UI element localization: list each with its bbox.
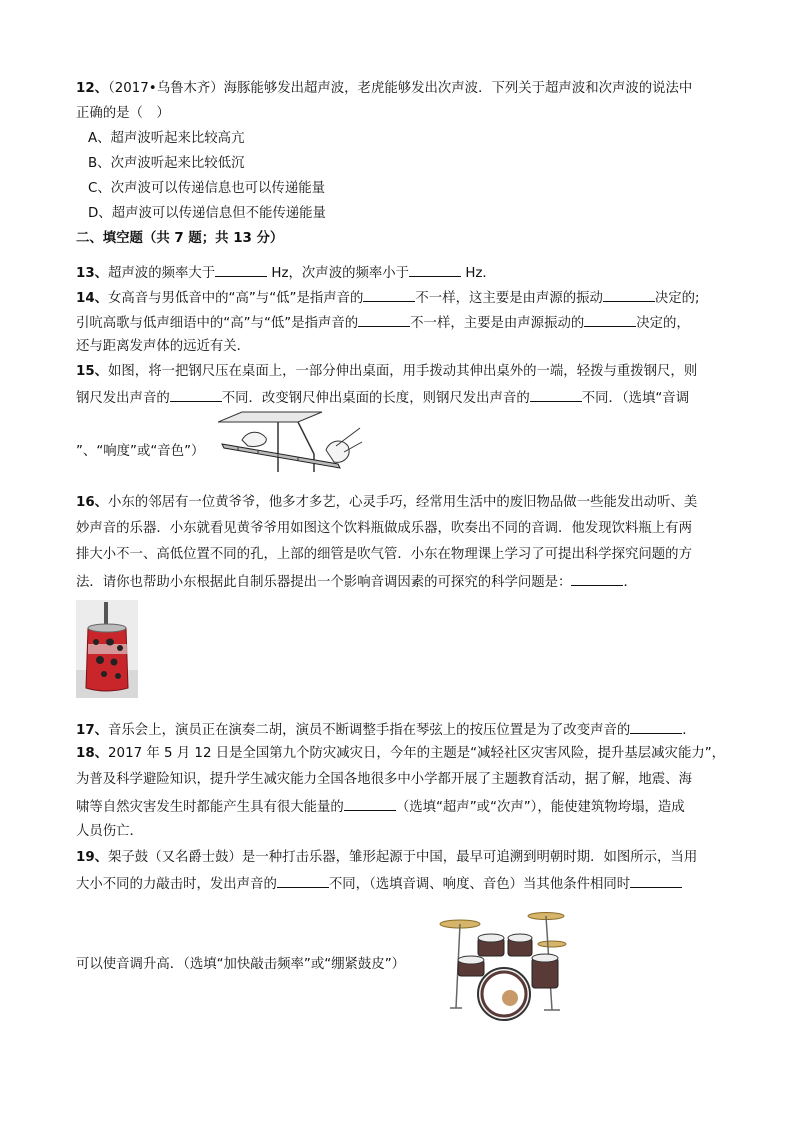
answer-blank[interactable] bbox=[630, 719, 682, 734]
q16-line3: 排大小不一、高低位置不同的孔，上部的细管是吹气管．小东在物理课上学习了可提出科学探究问题的方 bbox=[76, 547, 692, 562]
q14-line2: 引吭高歌与低声细语中的“高”与“低”是指声音的 不一样，主要是由声源振动的 决定的， bbox=[76, 312, 690, 334]
q12-option-d: D、超声波可以传递信息但不能传递能量 bbox=[88, 206, 326, 221]
q19-line3: 可以使音调升高．（选填“加快敲击频率”或“绷紧鼓皮”） bbox=[76, 957, 406, 972]
q17-line: 17、音乐会上，演员正在演奏二胡，演员不断调整手指在琴弦上的按压位置是为了改变声音的 ． bbox=[76, 719, 696, 741]
q14-line1: 14、女高音与男低音中的“高”与“低”是指声音的 不一样，这主要是由声源的振动 决定的; bbox=[76, 287, 700, 309]
answer-blank[interactable] bbox=[630, 873, 682, 888]
q18-line1: 18、2017 年 5 月 12 日是全国第九个防灾减灾日，今年的主题是“减轻社区灾害风险，提升基层减灾能力”， bbox=[76, 746, 726, 761]
q19-line1: 19、架子鼓（又名爵士鼓）是一种打击乐器，雏形起源于中国，最早可追溯到明朝时期．如图所示，当用 bbox=[76, 850, 698, 865]
q12-number: 12、 bbox=[76, 81, 109, 96]
q16-line4: 法．请你也帮助小东根据此自制乐器提出一个影响音调因素的可探究的科学问题是： ． bbox=[76, 571, 637, 593]
q12-line2: 正确的是（ ） bbox=[76, 106, 170, 121]
answer-blank[interactable] bbox=[571, 571, 623, 586]
q18-line3: 啸等自然灾害发生时都能产生具有很大能量的 （选填“超声”或“次声”），能使建筑物垮塌，造成 bbox=[76, 796, 685, 818]
q16-line1: 16、小东的邻居有一位黄爷爷，他多才多艺，心灵手巧，经常用生活中的废旧物品做一些能发出动听、美 bbox=[76, 495, 698, 510]
answer-blank[interactable] bbox=[170, 387, 222, 402]
answer-blank[interactable] bbox=[344, 796, 396, 811]
answer-blank[interactable] bbox=[584, 312, 636, 327]
section-title: 二、填空题（共 7 题；共 13 分） bbox=[76, 231, 284, 246]
q15-line1: 15、如图，将一把钢尺压在桌面上，一部分伸出桌面，用手拨动其伸出桌外的一端，轻拨与重拨钢尺，则 bbox=[76, 364, 698, 379]
q16-line2: 妙声音的乐器．小东就看见黄爷爷用如图这个饮料瓶做成乐器，吹奏出不同的音调．他发现饮料瓶上有两 bbox=[76, 521, 692, 536]
drum-kit-figure bbox=[434, 898, 572, 1026]
q12-option-b: B、次声波听起来比较低沉 bbox=[88, 156, 245, 171]
answer-blank[interactable] bbox=[409, 262, 461, 277]
answer-blank[interactable] bbox=[363, 287, 415, 302]
drink-can-figure bbox=[76, 600, 138, 698]
q18-number: 18、 bbox=[76, 746, 109, 761]
q15-line3: ”、“响度”或“音色”） bbox=[76, 444, 205, 459]
q18-line4: 人员伤亡． bbox=[76, 824, 143, 839]
q18-line2: 为普及科学避险知识，提升学生减灾能力全国各地很多中小学都开展了主题教育活动，据了解，地震、海 bbox=[76, 772, 692, 787]
q12-option-c: C、次声波可以传递信息也可以传递能量 bbox=[88, 181, 325, 196]
q16-number: 16、 bbox=[76, 495, 109, 510]
ruler-table-figure bbox=[218, 410, 364, 476]
q14-number: 14、 bbox=[76, 291, 109, 306]
answer-blank[interactable] bbox=[277, 873, 329, 888]
q17-number: 17、 bbox=[76, 723, 109, 738]
q12-option-a: A、超声波听起来比较高亢 bbox=[88, 131, 245, 146]
q15-number: 15、 bbox=[76, 364, 109, 379]
q12-line1: 12、（2017•乌鲁木齐）海豚能够发出超声波，老虎能够发出次声波．下列关于超声波和次声波的说法中 bbox=[76, 81, 693, 96]
q14-line3: 还与距离发声体的远近有关． bbox=[76, 339, 251, 354]
q19-line2: 大小不同的力敲击时，发出声音的 不同，（选填音调、响度、音色）当其他条件相同时 bbox=[76, 873, 682, 895]
answer-blank[interactable] bbox=[215, 262, 267, 277]
answer-blank[interactable] bbox=[603, 287, 655, 302]
answer-blank[interactable] bbox=[358, 312, 410, 327]
q19-number: 19、 bbox=[76, 850, 109, 865]
q15-line2: 钢尺发出声音的 不同．改变钢尺伸出桌面的长度，则钢尺发出声音的 不同．（选填“音调 bbox=[76, 387, 689, 409]
q13-number: 13、 bbox=[76, 266, 109, 281]
answer-blank[interactable] bbox=[530, 387, 582, 402]
q13-line: 13、超声波的频率大于 Hz，次声波的频率小于 Hz． bbox=[76, 262, 496, 284]
